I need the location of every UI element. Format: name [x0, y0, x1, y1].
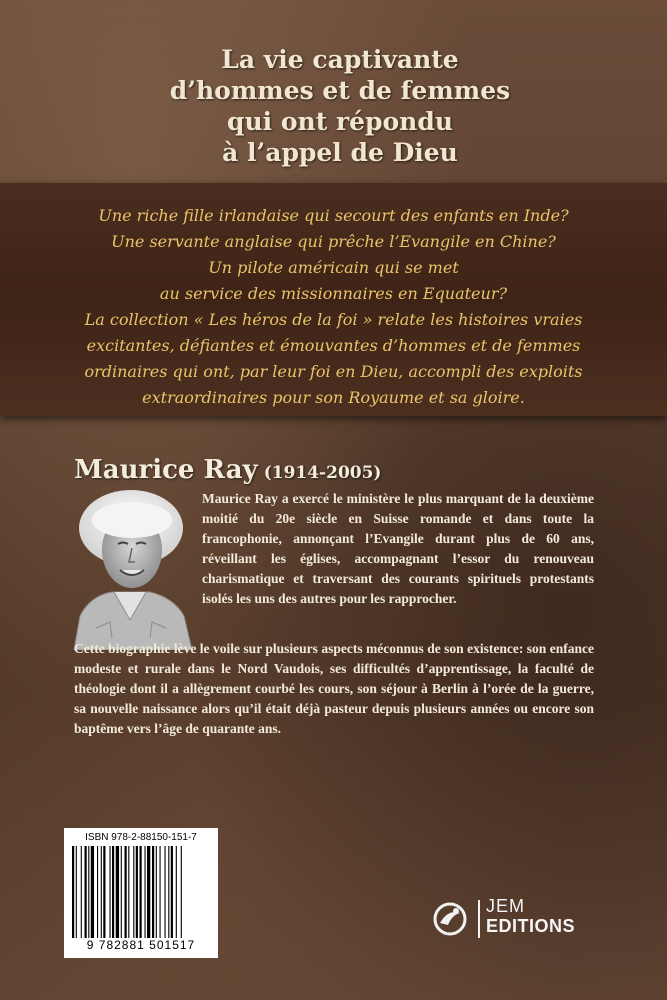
barcode-bar	[121, 846, 122, 938]
barcode-bar	[91, 846, 94, 938]
barcode-bar	[112, 846, 114, 938]
barcode-bar	[85, 846, 87, 938]
barcode-bar	[72, 846, 74, 938]
series-blurb	[40, 203, 627, 411]
barcode-bar	[181, 846, 182, 938]
barcode-bar	[176, 846, 177, 938]
barcode-digits: 9 782881 501517	[86, 938, 196, 952]
barcode-bar	[81, 846, 82, 938]
logo-divider	[478, 900, 480, 938]
barcode-bar	[101, 846, 102, 938]
blurb-line: La collection « Les héros de la foi » relate les histoires vraies	[84, 310, 583, 329]
barcode-bar	[147, 846, 150, 938]
headline-line: La vie captivante	[221, 45, 459, 74]
barcode-bar	[171, 846, 173, 938]
barcode-bar	[152, 846, 154, 938]
barcode-bar	[145, 846, 146, 938]
blurb-line: excitantes, défiantes et émouvantes d’hommes et de femmes	[86, 336, 581, 355]
blurb-line: Une riche fille irlandaise qui secourt des enfants en Inde?	[98, 206, 569, 225]
author-portrait	[66, 488, 196, 650]
barcode-bar	[97, 846, 98, 938]
author-heading	[74, 455, 381, 485]
blurb-line: Une servante anglaise qui prêche l’Evangile en Chine?	[111, 232, 556, 251]
publisher-name-line1: JEM	[486, 896, 525, 916]
publisher-name-line2: EDITIONS	[486, 916, 576, 936]
series-blurb-band	[0, 183, 667, 416]
bio-paragraph-2	[74, 639, 594, 739]
barcode-bar	[103, 846, 105, 938]
barcode-bar	[88, 846, 89, 938]
barcode-bar	[165, 846, 166, 938]
barcode-bar	[136, 846, 138, 938]
barcode-bar	[156, 846, 157, 938]
bio-text: Cette biographie lève le voile sur plusieurs aspects méconnus de son existence: son enfance modeste et rurale dans le Nord Vaudois, ses difficultés d’apprentissage, la faculté de théologie dont il a allègrement courbé les cours, son séjour à Berlin à l’orée de la guerre, sa nouvelle naissance alors qu’il était déjà pasteur depuis plusieurs années ou encore son baptême vers l’âge de quarante ans.	[74, 641, 594, 736]
barcode-bar	[128, 846, 129, 938]
blurb-line: ordinaires qui ont, par leur foi en Dieu, accompli des exploits	[84, 362, 583, 381]
barcode-bar	[133, 846, 134, 938]
headline	[150, 44, 530, 168]
publisher-mark-icon	[430, 901, 470, 937]
blurb-line: Un pilote américain qui se met	[208, 258, 459, 277]
headline-line: d’hommes et de femmes	[169, 76, 511, 105]
barcode-bar	[76, 846, 77, 938]
barcode-bar	[168, 846, 169, 938]
bio-text: Maurice Ray a exercé le ministère le plus marquant de la deuxième moitié du 20e siècle en Suisse romande et dans toute la francophonie, annonçant l’Evangile durant plus de 60 ans, réveillant les églises, accompagnant l’essor du renouveau charismatique et traversant des courants spirituels protestants isolés les uns des autres pour les rapprocher.	[202, 491, 594, 606]
author-name: Maurice Ray	[74, 455, 258, 485]
headline-line: qui ont répondu	[226, 107, 454, 136]
barcode-bar	[140, 846, 142, 938]
publisher-logo	[430, 897, 620, 942]
blurb-line: extraordinaires pour son Royaume et sa gloire.	[142, 388, 525, 407]
barcode-bar	[110, 846, 111, 938]
blurb-line: au service des missionnaires en Equateur?	[159, 284, 508, 303]
author-years: (1914-2005)	[263, 463, 382, 483]
bio-paragraph-1	[202, 489, 594, 609]
isbn-barcode	[64, 828, 218, 958]
barcode-bar	[160, 846, 161, 938]
isbn-text: ISBN 978-2-88150-151-7	[85, 832, 197, 843]
barcode-bar	[125, 846, 127, 938]
headline-line: à l’appel de Dieu	[222, 138, 458, 167]
barcode-bars	[72, 846, 210, 938]
barcode-bar	[116, 846, 119, 938]
